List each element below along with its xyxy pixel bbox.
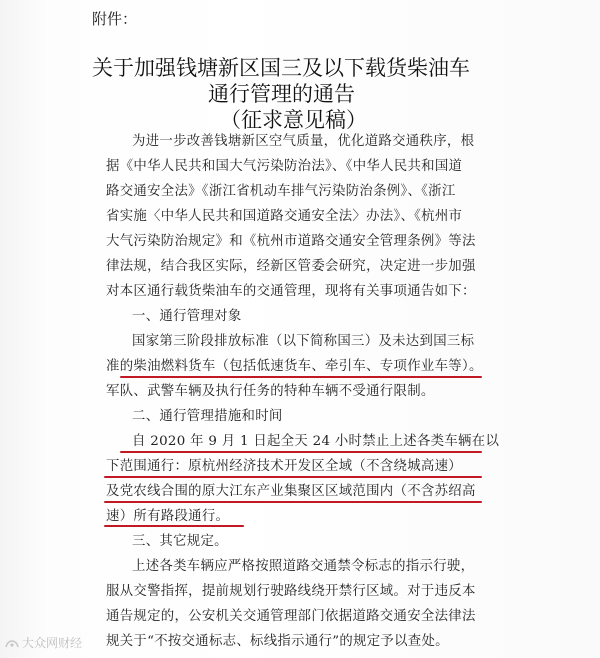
paragraph-line: 路交通安全法》《浙江省机动车排气污染防治条例》、《浙江 xyxy=(106,184,456,199)
paragraph-line: 省实施〈中华人民共和国道路交通安全法〉办法》、《杭州市 xyxy=(106,209,463,224)
red-underline xyxy=(104,501,482,503)
paragraph-line: 上述各类车辆应严格按照道路交通禁令标志的指示行驶， xyxy=(132,559,475,574)
red-underline xyxy=(120,451,482,453)
section-heading-2: 二、通行管理措施和时间 xyxy=(132,409,283,424)
paragraph-line: 为进一步改善钱塘新区空气质量，优化道路交通秩序，根 xyxy=(132,134,475,149)
paragraph-line-highlighted: 自 2020 年 9 月 1 日起全天 24 小时禁止上述各类车辆在以 xyxy=(132,434,500,449)
paragraph-line: 服从交警指挥，提前规划行驶路线绕开禁行区域。对于违反本 xyxy=(106,584,476,599)
paragraph-line-highlighted: 速）所有路段通行。 xyxy=(106,509,230,524)
paragraph-line-highlighted: 下范围通行：原杭州经济技术开发区全域（不含绕城高速） xyxy=(106,459,462,474)
paragraph-line: 通告规定的，公安机关交通管理部门依据道路交通安全法律法 xyxy=(106,609,476,624)
paragraph-line: 军队、武警车辆及执行任务的特种车辆不受通行限制。 xyxy=(106,384,435,399)
title-line-3: （征求意见稿） xyxy=(220,108,367,132)
title-line-2: 通行管理的通告 xyxy=(208,82,355,106)
paragraph-line: 律法规，结合我区实际，经新区管委会研究，决定进一步加强 xyxy=(106,259,476,274)
red-underline xyxy=(120,376,482,378)
watermark-logo-icon xyxy=(4,636,20,650)
red-underline xyxy=(104,525,244,527)
paragraph-line: 据《中华人民共和国大气污染防治法》、《中华人民共和国道 xyxy=(106,159,463,174)
paragraph-line-highlighted: 及党农线合围的原大江东产业集聚区区域范围内（不含苏绍高 xyxy=(106,484,476,499)
paragraph-line: 国家第三阶段排放标准（以下简称国三）及未达到国三标 xyxy=(132,334,475,349)
section-heading-3: 三、其它规定。 xyxy=(132,534,228,549)
paragraph-line: 规关于“不按交通标志、标线指示通行”的规定予以查处。 xyxy=(106,634,449,649)
section-heading-1: 一、通行管理对象 xyxy=(132,309,242,324)
title-line-1: 关于加强钱塘新区国三及以下载货柴油车 xyxy=(92,56,470,80)
attachment-label: 附件： xyxy=(92,10,138,28)
paragraph-line-highlighted: 准的柴油燃料货车（包括低速货车、牵引车、专项作业车等）。 xyxy=(106,359,483,374)
paragraph-line: 大气污染防治规定》和《杭州市道路交通安全管理条例》等法 xyxy=(106,234,476,249)
watermark-text: 大众网财经 xyxy=(22,636,83,650)
paragraph-line: 对本区通行载货柴油车的交通管理，现将有关事项通告如下： xyxy=(106,284,476,299)
red-underline xyxy=(104,476,482,478)
